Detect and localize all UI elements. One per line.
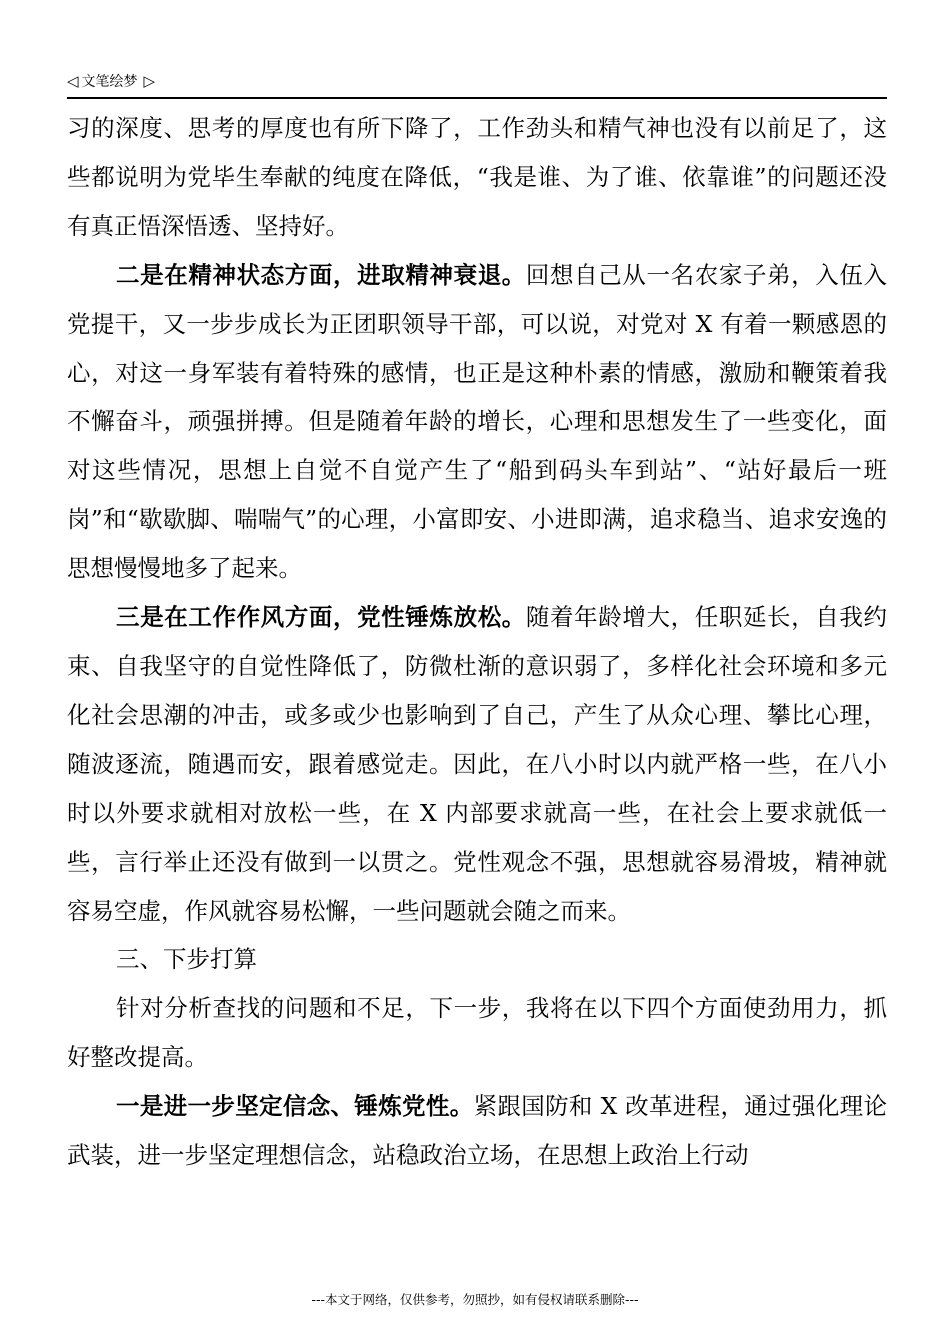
page-footer: ---本文于网络，仅供参考，勿照抄，如有侵权请联系删除---	[311, 1292, 639, 1307]
paragraph-lead: 一是进一步坚定信念、锤炼党性。	[116, 1092, 474, 1121]
header-rule	[67, 97, 887, 99]
paragraph-lead: 三是在工作作风方面，党性锤炼放松。	[116, 603, 526, 632]
paragraph-5: 针对分析查找的问题和不足，下一步，我将在以下四个方面使劲用力，抓好整改提高。	[67, 994, 887, 1072]
paragraph-6: 一是进一步坚定信念、锤炼党性。紧跟国防和 X 改革进程，通过强化理论武装，进一步坚定理想信念，站稳政治立场，在思想上政治上行动	[67, 1092, 887, 1170]
paragraph-3: 三是在工作作风方面，党性锤炼放松。随着年龄增大，任职延长，自我约束、自我坚守的自觉性降低了，防微杜渐的意识弱了，多样化社会环境和多元化社会思潮的冲击，或多或少也影响到了自己，产生了从众心理、攀比心理，随波逐流，随遇而安，跟着感觉走。因此，在八小时以内就严格一些，在八小时以外要求就相对放松一些，在 X 内部要求就高一些，在社会上要求就低一些，言行举止还没有做到一以贯之。党性观念不强，思想就容易滑坡，精神就容易空虚，作风就容易松懈，一些问题就会随之而来。	[67, 603, 888, 925]
section-heading: 三、下步打算	[116, 945, 257, 974]
right-triangle-icon: ▷	[143, 71, 156, 90]
paragraph-1: 习的深度、思考的厚度也有所下降了，工作劲头和精气神也没有以前足了，这些都说明为党毕生奉献的纯度在降低，“我是谁、为了谁、依靠谁”的问题还没有真正悟深悟透、坚持好。	[67, 114, 887, 240]
document-body	[67, 104, 887, 1180]
left-triangle-icon: ◁	[67, 71, 79, 90]
header-brand: 文笔绘梦	[81, 73, 138, 90]
paragraph-2: 二是在精神状态方面，进取精神衰退。回想自己从一名农家子弟，入伍入党提干，又一步步成长为正团职领导干部，可以说，对党对 X 有着一颗感恩的心，对这一身军装有着特殊的感情，也正是这种朴素的情感，激励和鞭策着我不懈奋斗，顽强拼搏。但是随着年龄的增长，心理和思想发生了一些变化，面对这些情况，思想上自觉不自觉产生了“船到码头车到站”、“站好最后一班岗”和“歇歇脚、喘喘气”的心理，小富即安、小进即满，追求稳当、追求安逸的思想慢慢地多了起来。	[67, 260, 888, 583]
page-header	[67, 70, 887, 96]
paragraph-lead: 二是在精神状态方面，进取精神衰退。	[116, 260, 526, 289]
